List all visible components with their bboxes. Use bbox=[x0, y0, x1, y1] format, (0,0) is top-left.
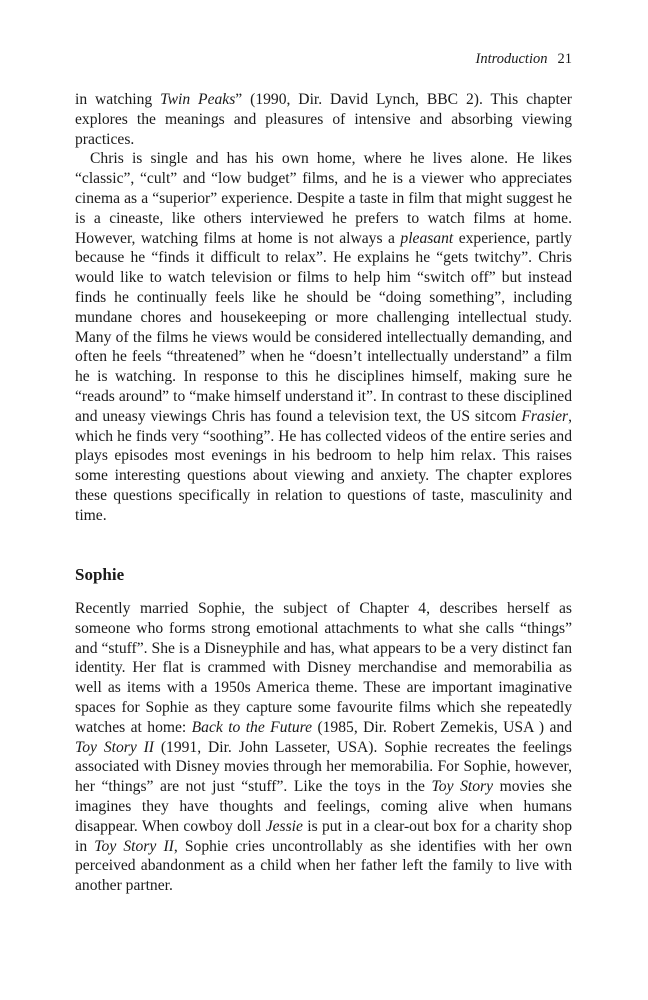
italic-title: Back to the Future bbox=[191, 718, 313, 736]
text-run: , Sophie cries uncontrollably as she identifies with her own perceived abandonment as a child when her father left the family to live with another partner. bbox=[75, 837, 572, 895]
italic-title: Toy Story bbox=[431, 778, 493, 796]
italic-title: Toy Story II bbox=[94, 837, 174, 855]
page-number: 21 bbox=[557, 51, 572, 67]
text-run: ” (1990, Dir. David Lynch, BBC 2). This chapter explores the meanings and pleasures of intensive and absorbing viewing practices. bbox=[75, 91, 572, 148]
text-run: , which he finds very “soothing”. He has collected videos of the entire series and plays episodes most evenings in his bedroom to help him relax. This raises some interesting questions about viewing and anxiety. The chapter explores these questions specifically in relation to questions of taste, masculinity and time. bbox=[75, 407, 572, 524]
running-head-title: Introduction bbox=[475, 51, 548, 67]
paragraph bbox=[75, 90, 572, 149]
italic-title: Frasier bbox=[521, 407, 569, 425]
italic-title: Twin Peaks bbox=[160, 91, 236, 108]
paragraph bbox=[75, 149, 572, 525]
text-run: Recently married Sophie, the subject of Chapter 4, describes herself as someone who forms strong emotional attachments to what she calls “things” and “stuff”. She is a Disneyphile and has, what appears to be a very distinct fan identity. Her flat is crammed with Disney merchandise and memorabilia as well as items with a 1950s America theme. These are important imaginative spaces for Sophie as they capture some favourite films which she repeatedly watches at home: bbox=[75, 600, 572, 736]
italic-title: Toy Story II bbox=[75, 738, 154, 756]
text-run: experience, partly because he “finds it difficult to relax”. He explains he “gets twitchy”. Chris would like to watch television or films to help him “switch off” but instead finds he continually feels like he should be “doing something”, including mundane chores and housekeeping or more challenging intellectual study. Many of the films he views would be considered intellectually demanding, and often he feels “threatened” when he “doesn’t intellectually understand” a film he is watching. In response to this he disciplines himself, making sure he “reads around” to “make himself understand it”. In contrast to these disciplined and uneasy viewings Chris has found a television text, the US sitcom bbox=[75, 229, 572, 425]
body-text-top bbox=[75, 90, 572, 526]
body-text-bottom bbox=[75, 599, 572, 896]
text-run: in watching bbox=[75, 91, 161, 108]
text-run: is put in a clear-out box for a charity shop in bbox=[75, 817, 572, 855]
section-heading: Sophie bbox=[75, 565, 125, 584]
paragraph bbox=[75, 599, 572, 896]
running-head bbox=[476, 49, 572, 69]
text-run: (1991, Dir. John Lasseter, USA). Sophie recreates the feelings associated with Disney movies through her memorabilia. For Sophie, however, her “things” are not just “stuff”. Like the toys in the bbox=[75, 738, 572, 796]
text-run: Chris is single and has his own home, where he lives alone. He likes “classic”, “cult” and “low budget” films, and he is a viewer who appreciates cinema as a “superior” experience. Despite a taste in film that might suggest he is a cineaste, like others interviewed he prefers to watch films at home. However, watching films at home is not always a bbox=[75, 150, 572, 247]
italic-title: pleasant bbox=[400, 229, 454, 247]
text-run: (1985, Dir. Robert Zemekis, USA ) and bbox=[312, 718, 572, 736]
italic-title: Jessie bbox=[265, 817, 303, 835]
text-run: movies she imagines they have thoughts and feelings, coming alive when humans disappear. When cowboy doll bbox=[75, 778, 572, 835]
